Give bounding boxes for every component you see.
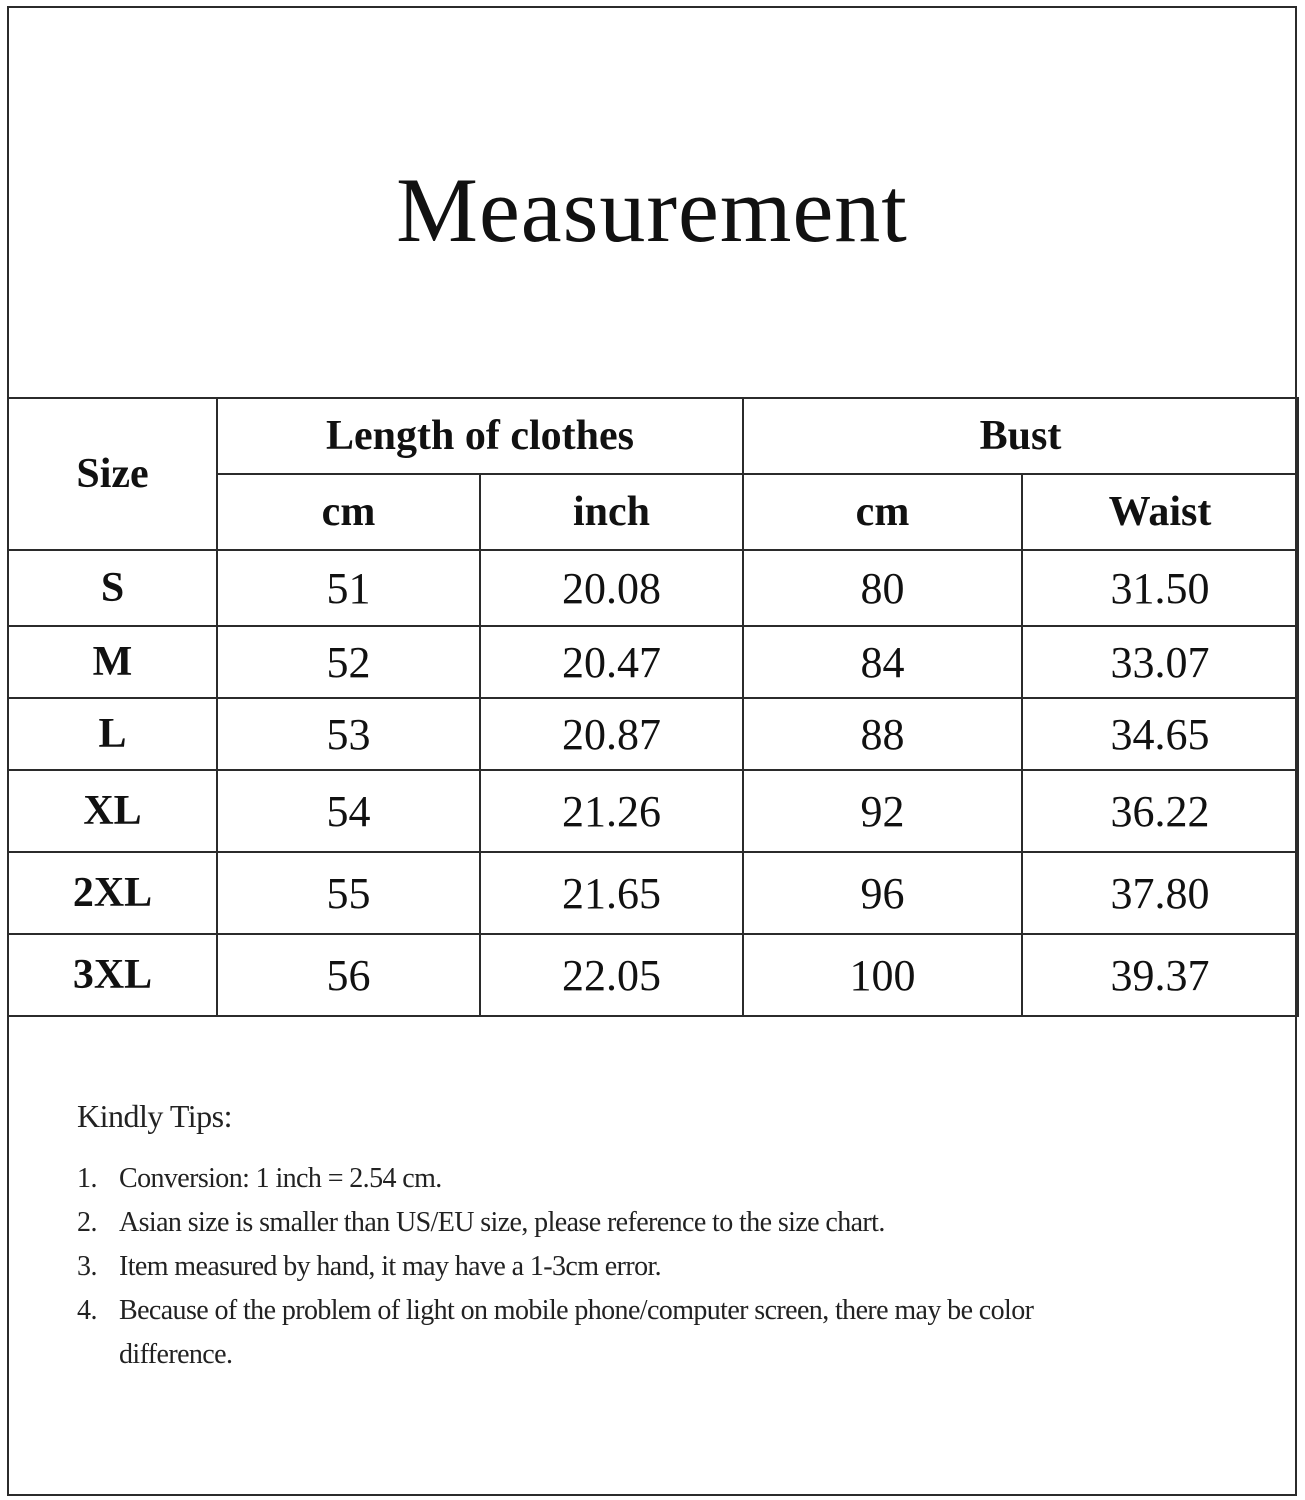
length-cm-cell: 54 xyxy=(217,770,480,852)
waist-cell: 36.22 xyxy=(1022,770,1298,852)
waist-header: Waist xyxy=(1022,474,1298,550)
length-inch-cell: 21.65 xyxy=(480,852,743,934)
length-cm-header: cm xyxy=(217,474,480,550)
size-cell: 2XL xyxy=(8,852,217,934)
title-area xyxy=(9,8,1295,397)
bust-cm-header: cm xyxy=(743,474,1022,550)
table-row xyxy=(8,550,1298,626)
table-row xyxy=(8,934,1298,1016)
length-cm-cell: 52 xyxy=(217,626,480,698)
length-inch-cell: 22.05 xyxy=(480,934,743,1016)
tip-number: 4. xyxy=(77,1295,97,1326)
waist-cell: 37.80 xyxy=(1022,852,1298,934)
bust-cm-cell: 84 xyxy=(743,626,1022,698)
bust-cm-cell: 96 xyxy=(743,852,1022,934)
table-row xyxy=(8,698,1298,770)
length-inch-cell: 20.47 xyxy=(480,626,743,698)
tip-text: Asian size is smaller than US/EU size, please reference to the size chart. xyxy=(119,1207,885,1238)
tip-number: 2. xyxy=(77,1207,97,1238)
size-cell: L xyxy=(8,698,217,770)
tip-text: Conversion: 1 inch = 2.54 cm. xyxy=(119,1163,442,1194)
size-table xyxy=(7,397,1299,1017)
bust-group-header: Bust xyxy=(743,398,1298,474)
tips-heading: Kindly Tips: xyxy=(77,1098,232,1134)
tip-item xyxy=(77,1201,1079,1245)
table-row xyxy=(8,626,1298,698)
tip-number: 3. xyxy=(77,1251,97,1282)
waist-cell: 34.65 xyxy=(1022,698,1298,770)
page-title: Measurement xyxy=(396,158,908,261)
size-cell: S xyxy=(8,550,217,626)
length-cm-cell: 55 xyxy=(217,852,480,934)
length-inch-header: inch xyxy=(480,474,743,550)
table-row xyxy=(8,852,1298,934)
tips-list xyxy=(77,1157,1079,1377)
length-cm-cell: 53 xyxy=(217,698,480,770)
tip-number: 1. xyxy=(77,1163,97,1194)
length-inch-cell: 20.87 xyxy=(480,698,743,770)
bust-cm-cell: 88 xyxy=(743,698,1022,770)
kindly-tips xyxy=(77,1098,1079,1377)
tip-item xyxy=(77,1289,1079,1377)
tip-text: Because of the problem of light on mobile phone/computer screen, there may be color difference. xyxy=(119,1295,1034,1370)
waist-cell: 31.50 xyxy=(1022,550,1298,626)
size-cell: 3XL xyxy=(8,934,217,1016)
size-cell: XL xyxy=(8,770,217,852)
table-row xyxy=(8,770,1298,852)
bust-cm-cell: 92 xyxy=(743,770,1022,852)
tip-item xyxy=(77,1245,1079,1289)
size-cell: M xyxy=(8,626,217,698)
length-cm-cell: 51 xyxy=(217,550,480,626)
tip-item xyxy=(77,1157,1079,1201)
bust-cm-cell: 80 xyxy=(743,550,1022,626)
table-header-row xyxy=(8,398,1298,474)
length-inch-cell: 20.08 xyxy=(480,550,743,626)
size-column-header: Size xyxy=(8,398,217,550)
tip-text: Item measured by hand, it may have a 1-3cm error. xyxy=(119,1251,662,1282)
bust-cm-cell: 100 xyxy=(743,934,1022,1016)
length-cm-cell: 56 xyxy=(217,934,480,1016)
length-inch-cell: 21.26 xyxy=(480,770,743,852)
waist-cell: 39.37 xyxy=(1022,934,1298,1016)
length-group-header: Length of clothes xyxy=(217,398,743,474)
waist-cell: 33.07 xyxy=(1022,626,1298,698)
